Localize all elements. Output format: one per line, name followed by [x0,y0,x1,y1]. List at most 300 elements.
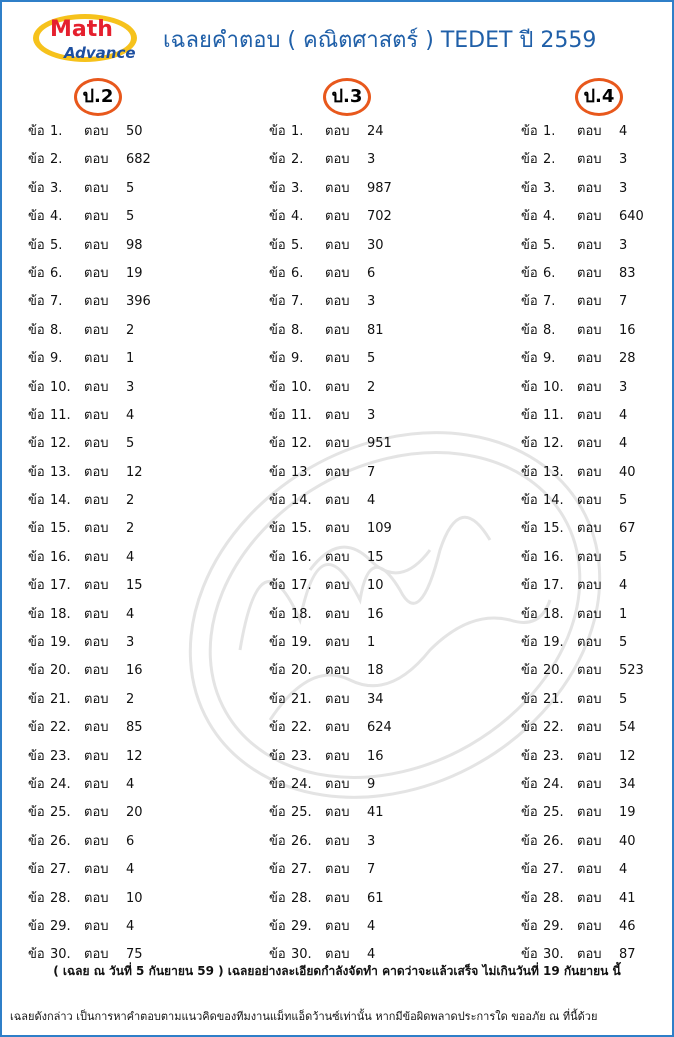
answer-label: ตอบ [325,351,350,367]
question-number: 4. [543,209,556,225]
question-number: 11. [543,407,564,423]
question-prefix: ข้อ [28,918,45,934]
answer-label: ตอบ [84,578,109,594]
question-prefix: ข้อ [521,833,538,849]
answer-label: ตอบ [84,635,109,651]
question-prefix: ข้อ [269,124,286,139]
answer-value: 702 [367,209,392,225]
question-prefix: ข้อ [28,521,45,537]
answer-label: ตอบ [84,407,109,423]
answer-label: ตอบ [325,237,350,253]
answer-label: ตอบ [84,237,109,253]
answer-value: 6 [367,265,376,281]
question-number: 24. [543,776,564,792]
question-prefix: ข้อ [521,947,538,963]
answer-label: ตอบ [84,549,109,565]
answer-label: ตอบ [577,407,602,423]
answer-label: ตอบ [577,862,602,878]
question-number: 20. [50,663,71,679]
answer-value: 3 [367,294,376,310]
answer-value: 4 [619,578,628,594]
answer-label: ตอบ [577,436,602,452]
question-prefix: ข้อ [269,493,286,509]
answer-value: 1 [619,606,628,622]
question-number: 29. [291,918,312,934]
question-prefix: ข้อ [28,549,45,565]
question-number: 21. [543,691,564,707]
question-prefix: ข้อ [28,351,45,367]
question-number: 16. [50,549,71,565]
question-prefix: ข้อ [269,805,286,821]
question-prefix: ข้อ [521,606,538,622]
answer-value: 1 [126,351,135,367]
question-prefix: ข้อ [269,407,286,423]
answer-label: ตอบ [325,947,350,963]
question-prefix: ข้อ [28,237,45,253]
question-number: 11. [50,407,71,423]
answer-label: ตอบ [325,322,350,338]
question-prefix: ข้อ [521,209,538,225]
answer-label: ตอบ [325,635,350,651]
question-prefix: ข้อ [28,124,45,139]
answer-value: 10 [367,578,384,594]
question-prefix: ข้อ [28,947,45,963]
question-number: 3. [543,180,556,196]
answer-label: ตอบ [577,748,602,764]
answer-value: 20 [126,805,143,821]
question-prefix: ข้อ [521,578,538,594]
answer-value: 83 [619,265,636,281]
question-prefix: ข้อ [521,436,538,452]
question-number: 16. [543,549,564,565]
answer-value: 3 [126,379,135,395]
answer-label: ตอบ [84,862,109,878]
answer-value: 7 [367,464,376,480]
question-number: 28. [543,890,564,906]
answer-label: ตอบ [84,805,109,821]
answer-value: 5 [619,549,628,565]
question-number: 27. [543,862,564,878]
answer-label: ตอบ [84,691,109,707]
question-prefix: ข้อ [521,521,538,537]
answer-value: 5 [619,493,628,509]
answer-label: ตอบ [577,578,602,594]
answer-label: ตอบ [84,294,109,310]
answer-value: 40 [619,464,636,480]
question-number: 26. [50,833,71,849]
question-prefix: ข้อ [269,209,286,225]
question-number: 1. [50,124,63,139]
answer-value: 5 [619,691,628,707]
answer-label: ตอบ [325,209,350,225]
question-prefix: ข้อ [521,464,538,480]
question-prefix: ข้อ [269,152,286,168]
question-prefix: ข้อ [521,124,538,139]
answer-value: 4 [619,124,628,139]
question-prefix: ข้อ [269,322,286,338]
answer-label: ตอบ [577,805,602,821]
question-prefix: ข้อ [269,862,286,878]
question-prefix: ข้อ [521,748,538,764]
answer-value: 2 [367,379,376,395]
question-prefix: ข้อ [269,720,286,736]
grade-label-p4: ป.4 [575,78,623,116]
answer-label: ตอบ [577,947,602,963]
question-number: 10. [543,379,564,395]
question-prefix: ข้อ [28,322,45,338]
answer-label: ตอบ [84,833,109,849]
answer-value: 46 [619,918,636,934]
question-number: 30. [543,947,564,963]
question-prefix: ข้อ [28,748,45,764]
answer-value: 54 [619,720,636,736]
question-number: 13. [543,464,564,480]
question-prefix: ข้อ [521,635,538,651]
question-number: 10. [291,379,312,395]
question-number: 25. [50,805,71,821]
answer-label: ตอบ [84,379,109,395]
answer-label: ตอบ [84,521,109,537]
question-number: 24. [50,776,71,792]
answer-label: ตอบ [325,776,350,792]
answer-label: ตอบ [577,379,602,395]
question-prefix: ข้อ [521,918,538,934]
question-number: 15. [291,521,312,537]
answer-value: 15 [126,578,143,594]
question-prefix: ข้อ [269,265,286,281]
answer-value: 12 [126,748,143,764]
answer-label: ตอบ [84,493,109,509]
question-number: 24. [291,776,312,792]
answer-value: 3 [367,152,376,168]
question-prefix: ข้อ [269,663,286,679]
question-prefix: ข้อ [269,237,286,253]
question-prefix: ข้อ [269,918,286,934]
question-number: 8. [543,322,556,338]
question-prefix: ข้อ [269,606,286,622]
question-number: 5. [50,237,63,253]
question-number: 21. [50,691,71,707]
answer-value: 19 [619,805,636,821]
answer-value: 9 [367,776,376,792]
question-prefix: ข้อ [28,635,45,651]
question-number: 27. [50,862,71,878]
answer-value: 61 [367,890,384,906]
question-number: 23. [543,748,564,764]
question-number: 18. [543,606,564,622]
answer-label: ตอบ [577,124,602,139]
answer-label: ตอบ [577,890,602,906]
answer-label: ตอบ [577,180,602,196]
question-prefix: ข้อ [28,493,45,509]
question-number: 8. [291,322,304,338]
question-number: 15. [50,521,71,537]
question-prefix: ข้อ [521,407,538,423]
question-prefix: ข้อ [521,862,538,878]
question-number: 16. [291,549,312,565]
question-prefix: ข้อ [28,833,45,849]
question-number: 9. [543,351,556,367]
question-number: 22. [50,720,71,736]
question-number: 5. [543,237,556,253]
question-number: 27. [291,862,312,878]
answer-value: 67 [619,521,636,537]
question-prefix: ข้อ [269,776,286,792]
answer-value: 3 [126,635,135,651]
answer-value: 81 [367,322,384,338]
question-number: 21. [291,691,312,707]
question-number: 5. [291,237,304,253]
question-number: 9. [291,351,304,367]
question-prefix: ข้อ [28,720,45,736]
answer-label: ตอบ [577,493,602,509]
answer-value: 4 [619,407,628,423]
question-prefix: ข้อ [521,549,538,565]
question-prefix: ข้อ [28,152,45,168]
question-number: 20. [543,663,564,679]
answer-value: 523 [619,663,644,679]
answer-label: ตอบ [325,833,350,849]
answer-label: ตอบ [577,464,602,480]
answer-label: ตอบ [325,805,350,821]
answer-value: 640 [619,209,644,225]
question-prefix: ข้อ [269,521,286,537]
question-prefix: ข้อ [28,805,45,821]
question-number: 7. [291,294,304,310]
question-number: 20. [291,663,312,679]
answer-label: ตอบ [577,635,602,651]
question-number: 2. [291,152,304,168]
answer-label: ตอบ [84,606,109,622]
answer-value: 50 [126,124,143,139]
question-number: 7. [50,294,63,310]
question-prefix: ข้อ [269,833,286,849]
svg-text:Advance: Advance [64,44,136,62]
answer-value: 624 [367,720,392,736]
answer-value: 18 [367,663,384,679]
question-prefix: ข้อ [521,180,538,196]
answer-value: 4 [126,776,135,792]
question-prefix: ข้อ [28,464,45,480]
question-prefix: ข้อ [269,635,286,651]
question-number: 8. [50,322,63,338]
answer-label: ตอบ [577,606,602,622]
grade-label-p3: ป.3 [323,78,371,116]
answer-label: ตอบ [84,947,109,963]
answer-value: 3 [367,407,376,423]
question-prefix: ข้อ [269,549,286,565]
question-number: 1. [291,124,304,139]
question-number: 14. [50,493,71,509]
answer-value: 2 [126,521,135,537]
answer-label: ตอบ [577,691,602,707]
answer-value: 12 [619,748,636,764]
question-prefix: ข้อ [28,294,45,310]
question-number: 26. [543,833,564,849]
answer-value: 41 [367,805,384,821]
svg-text:Math: Math [50,17,113,42]
question-prefix: ข้อ [521,351,538,367]
answer-label: ตอบ [84,464,109,480]
answer-label: ตอบ [325,890,350,906]
question-number: 22. [291,720,312,736]
answer-label: ตอบ [325,180,350,196]
answer-label: ตอบ [577,209,602,225]
answer-label: ตอบ [325,748,350,764]
answer-label: ตอบ [577,776,602,792]
question-prefix: ข้อ [521,776,538,792]
answer-label: ตอบ [577,663,602,679]
question-number: 29. [50,918,71,934]
answer-value: 24 [367,124,384,139]
question-prefix: ข้อ [269,351,286,367]
answer-label: ตอบ [325,606,350,622]
question-number: 12. [291,436,312,452]
page-title: เฉลยคำตอบ ( คณิตศาสตร์ ) TEDET ปี 2559 [163,28,597,53]
question-number: 6. [291,265,304,281]
grade-label-p2: ป.2 [74,78,122,116]
question-prefix: ข้อ [269,691,286,707]
answer-value: 4 [126,606,135,622]
answer-value: 28 [619,351,636,367]
answer-label: ตอบ [84,265,109,281]
answer-label: ตอบ [577,549,602,565]
question-prefix: ข้อ [28,776,45,792]
answer-value: 34 [619,776,636,792]
question-prefix: ข้อ [28,436,45,452]
answer-label: ตอบ [84,918,109,934]
answer-label: ตอบ [325,521,350,537]
answer-value: 4 [619,862,628,878]
question-number: 10. [50,379,71,395]
answer-label: ตอบ [325,407,350,423]
question-number: 6. [543,265,556,281]
question-number: 17. [543,578,564,594]
question-prefix: ข้อ [521,493,538,509]
question-prefix: ข้อ [28,407,45,423]
answer-value: 75 [126,947,143,963]
question-number: 29. [543,918,564,934]
answer-value: 1 [367,635,376,651]
answer-value: 34 [367,691,384,707]
question-prefix: ข้อ [521,265,538,281]
answer-value: 10 [126,890,143,906]
question-number: 13. [291,464,312,480]
answer-label: ตอบ [325,436,350,452]
answer-value: 4 [367,918,376,934]
answer-label: ตอบ [84,890,109,906]
answer-label: ตอบ [325,493,350,509]
answer-label: ตอบ [84,663,109,679]
question-number: 15. [543,521,564,537]
question-prefix: ข้อ [269,890,286,906]
question-prefix: ข้อ [269,379,286,395]
answer-label: ตอบ [325,152,350,168]
answer-label: ตอบ [325,578,350,594]
answer-value: 3 [619,237,628,253]
question-number: 1. [543,124,556,139]
question-prefix: ข้อ [521,890,538,906]
question-prefix: ข้อ [28,606,45,622]
question-number: 12. [50,436,71,452]
answer-value: 3 [619,379,628,395]
question-number: 2. [50,152,63,168]
question-number: 25. [543,805,564,821]
question-prefix: ข้อ [28,180,45,196]
answer-value: 16 [619,322,636,338]
question-number: 28. [291,890,312,906]
answer-label: ตอบ [84,209,109,225]
answer-value: 3 [619,180,628,196]
answer-label: ตอบ [577,351,602,367]
question-number: 28. [50,890,71,906]
answer-value: 4 [367,493,376,509]
answer-value: 5 [126,436,135,452]
answer-value: 16 [126,663,143,679]
answer-value: 98 [126,237,143,253]
question-number: 25. [291,805,312,821]
answer-label: ตอบ [577,521,602,537]
answer-label: ตอบ [325,124,350,139]
question-number: 26. [291,833,312,849]
question-prefix: ข้อ [521,294,538,310]
question-number: 2. [543,152,556,168]
answer-value: 2 [126,493,135,509]
question-prefix: ข้อ [269,436,286,452]
question-prefix: ข้อ [521,152,538,168]
question-prefix: ข้อ [521,691,538,707]
answer-value: 30 [367,237,384,253]
answer-label: ตอบ [325,720,350,736]
question-number: 22. [543,720,564,736]
answer-label: ตอบ [84,152,109,168]
answer-label: ตอบ [84,322,109,338]
answer-label: ตอบ [577,152,602,168]
answer-value: 5 [126,180,135,196]
footer-disclaimer: เฉลยดังกล่าว เป็นการหาคำตอบตามแนวคิดของทีมงานแม็ทแอ็ดว้านซ์เท่านั้น หากมีข้อผิดพลาดประการใด ขออภัย ณ ที่นี้ด้วย [10,1010,598,1023]
answer-label: ตอบ [325,663,350,679]
question-prefix: ข้อ [28,578,45,594]
question-prefix: ข้อ [269,294,286,310]
question-number: 7. [543,294,556,310]
question-number: 6. [50,265,63,281]
question-prefix: ข้อ [269,464,286,480]
question-number: 23. [50,748,71,764]
question-prefix: ข้อ [28,209,45,225]
question-prefix: ข้อ [521,720,538,736]
answer-value: 16 [367,606,384,622]
answer-value: 4 [126,862,135,878]
answer-value: 4 [367,947,376,963]
question-number: 19. [50,635,71,651]
answer-value: 682 [126,152,151,168]
question-number: 17. [50,578,71,594]
answer-label: ตอบ [325,918,350,934]
question-number: 4. [291,209,304,225]
answer-label: ตอบ [84,180,109,196]
question-prefix: ข้อ [28,862,45,878]
answer-label: ตอบ [84,436,109,452]
answer-label: ตอบ [577,322,602,338]
question-prefix: ข้อ [269,748,286,764]
question-prefix: ข้อ [28,890,45,906]
answer-label: ตอบ [325,379,350,395]
answer-value: 16 [367,748,384,764]
answer-value: 4 [619,436,628,452]
answer-value: 987 [367,180,392,196]
question-prefix: ข้อ [521,322,538,338]
answer-value: 5 [126,209,135,225]
